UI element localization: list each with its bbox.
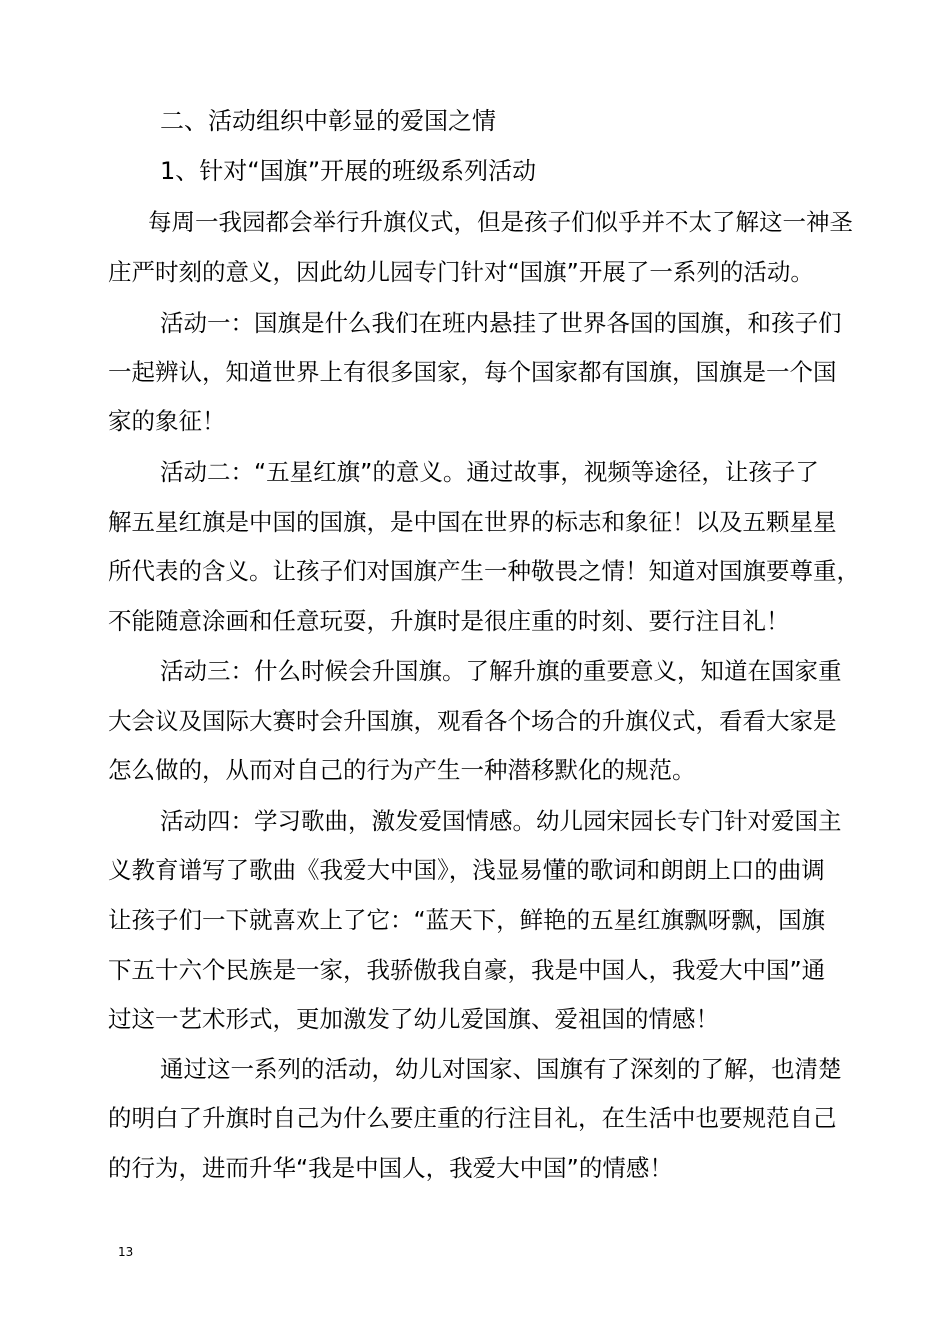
summary-line-2: 的明白了升旗时自己为什么要庄重的行注目礼，在生活中也要规范自己 bbox=[108, 1104, 837, 1132]
intro-line-1: 每周一我园都会举行升旗仪式，但是孩子们似乎并不太了解这一神圣 bbox=[148, 208, 853, 236]
activity-1-line-3: 家的象征！ bbox=[108, 407, 226, 435]
activity-4-line-4: 下五十六个民族是一家，我骄傲我自豪，我是中国人，我爱大中国”通 bbox=[108, 956, 826, 984]
activity-3-line-1: 活动三：什么时候会升国旗。了解升旗的重要意义，知道在国家重 bbox=[160, 657, 842, 685]
activity-3-line-3: 怎么做的，从而对自己的行为产生一种潜移默化的规范。 bbox=[108, 756, 696, 784]
section-heading: 二、活动组织中彰显的爱国之情 bbox=[160, 107, 496, 135]
activity-1-line-2: 一起辨认，知道世界上有很多国家，每个国家都有国旗，国旗是一个国 bbox=[108, 358, 837, 386]
subsection-heading: 1、针对“国旗”开展的班级系列活动 bbox=[160, 157, 537, 185]
summary-line-3: 的行为，进而升华“我是中国人，我爱大中国”的情感！ bbox=[108, 1154, 673, 1182]
activity-4-line-1: 活动四：学习歌曲，激发爱国情感。幼儿园宋园长专门针对爱国主 bbox=[160, 807, 842, 835]
activity-2-line-2: 解五星红旗是中国的国旗，是中国在世界的标志和象征！以及五颗星星 bbox=[108, 508, 837, 536]
activity-2-line-4: 不能随意涂画和任意玩耍，升旗时是很庄重的时刻、要行注目礼！ bbox=[108, 607, 790, 635]
activity-2-line-3: 所代表的含义。让孩子们对国旗产生一种敬畏之情！知道对国旗要尊重， bbox=[108, 557, 860, 585]
activity-1-line-1: 活动一：国旗是什么我们在班内悬挂了世界各国的国旗，和孩子们 bbox=[160, 309, 842, 337]
activity-4-line-3: 让孩子们一下就喜欢上了它：“蓝天下，鲜艳的五星红旗飘呀飘，国旗 bbox=[108, 906, 826, 934]
page-number: 13 bbox=[118, 1245, 134, 1259]
activity-4-line-5: 过这一艺术形式，更加激发了幼儿爱国旗、爱祖国的情感！ bbox=[108, 1005, 719, 1033]
activity-3-line-2: 大会议及国际大赛时会升国旗，观看各个场合的升旗仪式，看看大家是 bbox=[108, 707, 837, 735]
summary-line-1: 通过这一系列的活动，幼儿对国家、国旗有了深刻的了解，也清楚 bbox=[160, 1055, 842, 1083]
activity-4-line-2: 义教育谱写了歌曲《我爱大中国》，浅显易懂的歌词和朗朗上口的曲调 bbox=[108, 856, 825, 884]
activity-2-line-1: 活动二：“五星红旗”的意义。通过故事，视频等途径，让孩子了 bbox=[160, 458, 819, 486]
intro-line-2: 庄严时刻的意义，因此幼儿园专门针对“国旗”开展了一系列的活动。 bbox=[108, 258, 814, 286]
